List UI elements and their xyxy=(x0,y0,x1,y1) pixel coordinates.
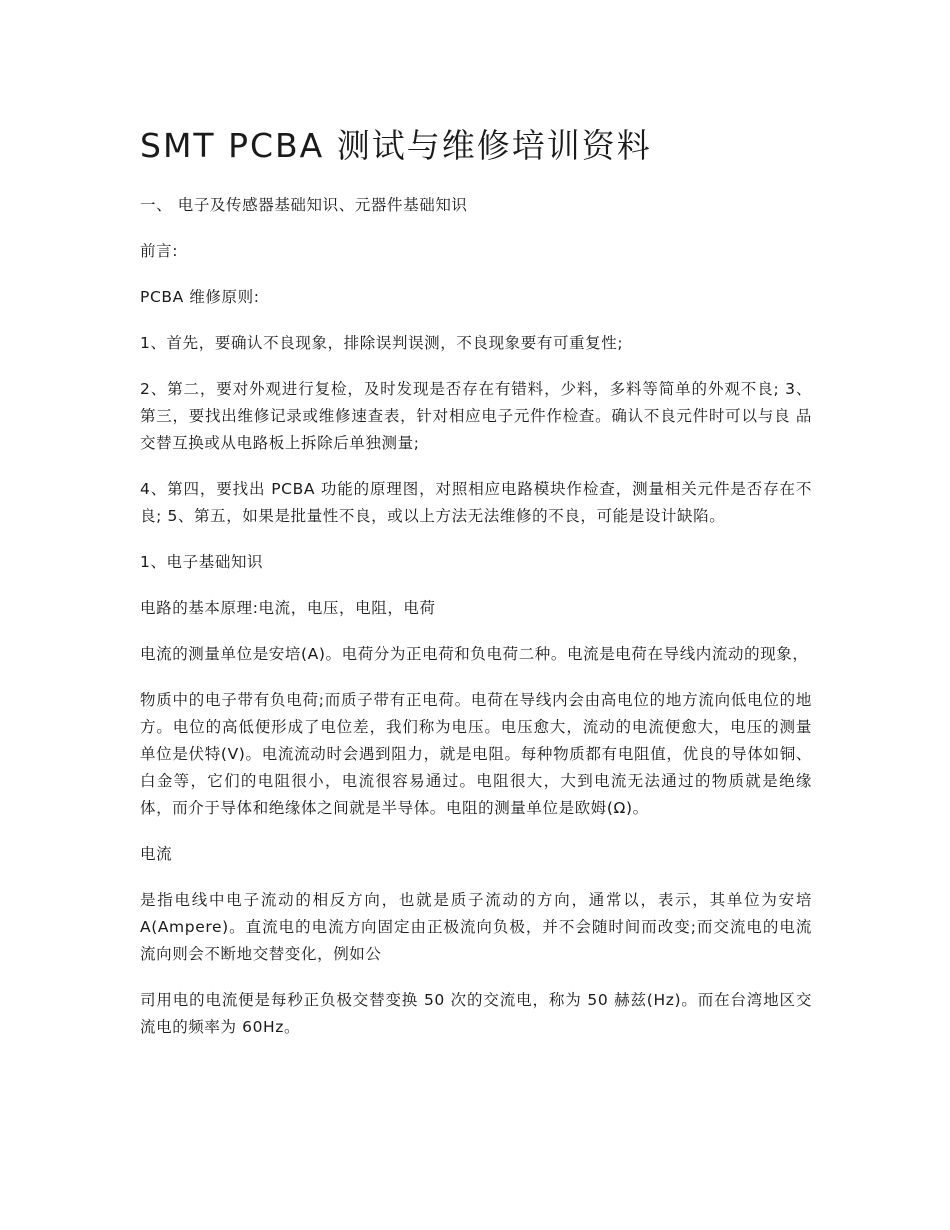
charge-voltage-resistance-paragraph: 物质中的电子带有负电荷;而质子带有正电荷。电荷在导线内会由高电位的地方流向低电位的地方。电位的高低便形成了电位差，我们称为电压。电压愈大，流动的电流便愈大，电压的测量单位是伏特(V)。电流流动时会遇到阻力，就是电阻。每种物质都有电阻值，优良的导体如铜、白金等，它们的电阻很小，电流很容易通过。电阻很大，大到电流无法通过的物质就是绝缘体，而介于导体和绝缘体之间就是半导体。电阻的测量单位是欧姆(Ω)。 xyxy=(140,691,812,817)
principle-4-5: 4、第四，要找出 PCBA 功能的原理图，对照相应电路模块作检查，测量相关元件是否存在不良; 5、第五，如果是批量性不良，或以上方法无法维修的不良，可能是设计缺陷。 xyxy=(140,480,812,525)
ac-frequency-paragraph: 司用电的电流便是每秒正负极交替变换 50 次的交流电，称为 50 赫兹(Hz)。而在台湾地区交流电的频率为 60Hz。 xyxy=(140,991,812,1036)
current-direction-paragraph: 是指电线中电子流动的相反方向，也就是质子流动的方向，通常以，表示，其单位为安培 A(Ampere)。直流电的电流方向固定由正极流向负极，并不会随时间而改变;而交流电的电流流向则会不断地交替变化，例如公 xyxy=(140,891,812,963)
principle-1: 1、首先，要确认不良现象，排除误判误测，不良现象要有可重复性; xyxy=(140,334,624,352)
current-heading: 电流 xyxy=(140,845,173,863)
repair-principles-label: PCBA 维修原则: xyxy=(140,288,260,306)
document-body xyxy=(140,120,812,1060)
principle-2-3: 2、第二，要对外观进行复检，及时发现是否存在有错料，少料，多料等简单的外观不良; 3、第三，要找出维修记录或维修速查表，针对相应电子元件作检查。确认不良元件时可以与良 品交替互换或从电路板上拆除后单独测量; xyxy=(140,380,812,452)
current-unit-paragraph: 电流的测量单位是安培(A)。电荷分为正电荷和负电荷二种。电流是电荷在导线内流动的现象， xyxy=(140,645,809,663)
preface-label: 前言: xyxy=(140,242,179,260)
subsection-heading: 1、电子基础知识 xyxy=(140,553,264,571)
document-title: SMT PCBA 测试与维修培训资料 xyxy=(140,126,652,165)
section-heading: 一、 电子及传感器基础知识、元器件基础知识 xyxy=(140,196,468,214)
circuit-basics: 电路的基本原理:电流，电压，电阻，电荷 xyxy=(140,599,436,617)
